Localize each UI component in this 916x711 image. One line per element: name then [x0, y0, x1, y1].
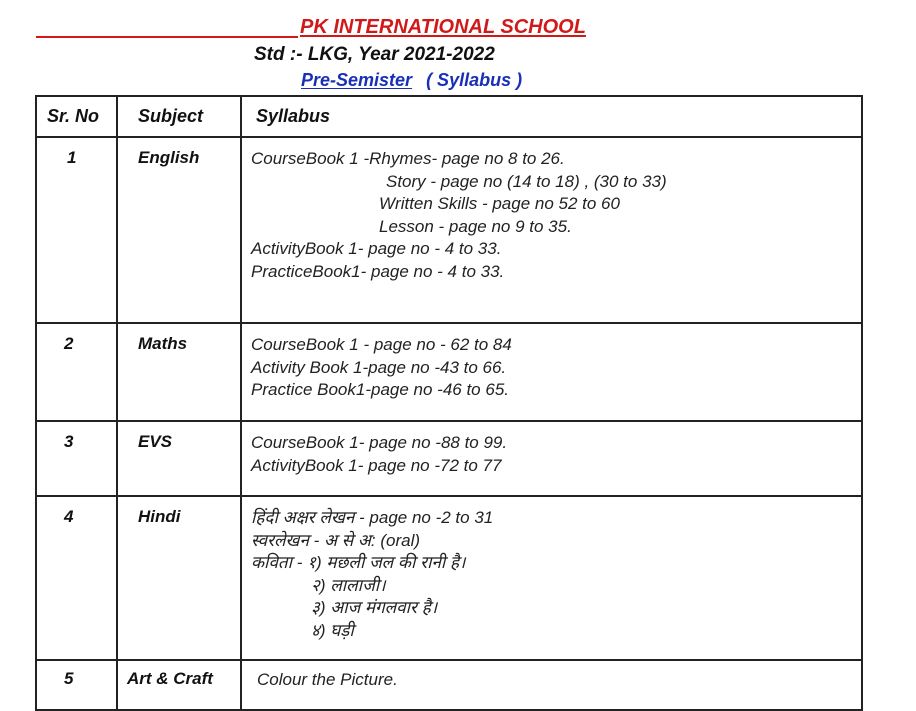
syllabus-line: Written Skills - page no 52 to 60 — [379, 194, 620, 213]
header-subject: Subject — [117, 96, 241, 137]
row-syllabus — [241, 496, 862, 660]
syllabus-line: PracticeBook1- page no - 4 to 33. — [251, 261, 505, 281]
syllabus-line: Story - page no (14 to 18) , (30 to 33) — [386, 171, 667, 191]
row-subject: English — [117, 137, 241, 323]
syllabus-line: ३) आज मंगलवार है। — [311, 598, 438, 617]
row-syllabus — [241, 323, 862, 421]
row-sr-no: 3 — [36, 421, 117, 496]
syllabus-line: CourseBook 1 - page no - 62 to 84 — [251, 335, 512, 354]
header-syllabus: Syllabus — [241, 96, 862, 137]
row-syllabus — [241, 421, 862, 496]
header-underline — [36, 36, 298, 38]
table-row — [36, 137, 862, 323]
row-sr-no: 2 — [36, 323, 117, 421]
row-subject: Maths — [117, 323, 241, 421]
table-row — [36, 496, 862, 660]
syllabus-table — [35, 95, 863, 711]
row-syllabus — [241, 660, 862, 710]
table-row — [36, 323, 862, 421]
table-row — [36, 421, 862, 496]
syllabus-line: Activity Book 1-page no -43 to 66. — [251, 357, 507, 377]
row-subject: Hindi — [117, 496, 241, 660]
syllabus-line: CourseBook 1- page no -88 to 99. — [251, 433, 508, 452]
semester-heading — [301, 70, 522, 91]
row-subject: Art & Craft — [117, 660, 241, 710]
syllabus-line: ४) घड़ी — [311, 620, 354, 640]
syllabus-line: Practice Book1-page no -46 to 65. — [251, 380, 509, 399]
syllabus-line: २) लालाजी। — [311, 575, 386, 595]
row-sr-no: 5 — [36, 660, 117, 710]
table-row — [36, 660, 862, 710]
syllabus-line: Colour the Picture. — [257, 670, 398, 689]
syllabus-line: हिंदी अक्षर लेखन - page no -2 to 31 — [251, 508, 494, 527]
syllabus-line: ActivityBook 1- page no - 4 to 33. — [251, 239, 502, 258]
semester-subtitle: ( Syllabus ) — [426, 70, 523, 90]
syllabus-line: Lesson - page no 9 to 35. — [379, 216, 572, 236]
semester-label: Pre-Semister — [301, 70, 413, 90]
syllabus-line: स्वरलेखन - अ से अ: (oral) — [251, 530, 421, 550]
row-syllabus — [241, 137, 862, 323]
header-sr-no: Sr. No — [36, 96, 117, 137]
table-header-row — [36, 96, 862, 137]
class-year-line: Std :- LKG, Year 2021-2022 — [254, 44, 495, 65]
row-sr-no: 1 — [36, 137, 117, 323]
school-name: PK INTERNATIONAL SCHOOL — [300, 16, 586, 38]
syllabus-line: कविता - १) मछली जल की रानी है। — [251, 553, 466, 572]
row-sr-no: 4 — [36, 496, 117, 660]
row-subject: EVS — [117, 421, 241, 496]
syllabus-line: ActivityBook 1- page no -72 to 77 — [251, 455, 502, 475]
syllabus-line: CourseBook 1 -Rhymes- page no 8 to 26. — [251, 149, 565, 168]
